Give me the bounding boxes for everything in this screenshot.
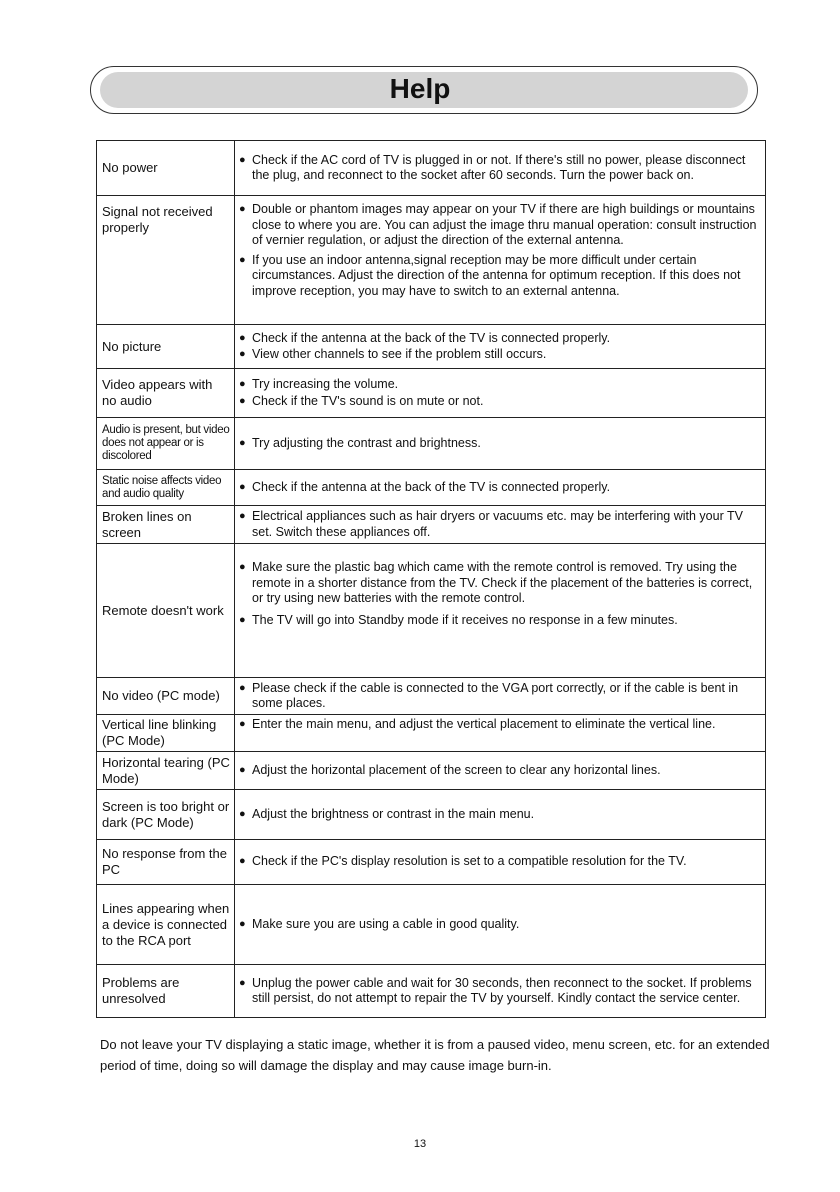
bullet-icon: ● (239, 976, 246, 989)
problem-cell: Problems are unresolved (97, 965, 235, 1018)
problem-cell: Video appears with no audio (97, 369, 235, 418)
bullet-icon: ● (239, 253, 246, 266)
problem-cell: Vertical line blinking (PC Mode) (97, 715, 235, 752)
solution-cell (235, 544, 766, 678)
bullet-icon: ● (239, 855, 246, 868)
solution-item: ● Try adjusting the contrast and brightness. (239, 435, 481, 450)
bullet-icon: ● (239, 917, 246, 930)
solution-item: ● Enter the main menu, and adjust the vertical placement to eliminate the vertical line. (239, 717, 716, 731)
solution-item: ● Check if the TV's sound is on mute or not. (239, 394, 484, 408)
solution-cell (235, 325, 766, 369)
bullet-icon: ● (239, 395, 246, 407)
solution-item: ● Try increasing the volume. (239, 376, 399, 391)
problem-cell: Screen is too bright or dark (PC Mode) (97, 790, 235, 840)
bullet-icon: ● (239, 510, 246, 522)
solution-item: ● Check if the antenna at the back of the TV is connected properly. (239, 331, 611, 345)
problem-cell: No response from the PC (97, 840, 235, 885)
table-row (97, 141, 766, 196)
solution-cell (235, 752, 766, 790)
table-row (97, 325, 766, 369)
solution-item: ● Make sure the plastic bag which came with the remote control is removed. Try using the remote in a shorter distance from the TV. Check if the placement of the batteries is correct, or try using new batteries with the remote control. (239, 560, 753, 605)
solution-item: ● Adjust the horizontal placement of the screen to clear any horizontal lines. (239, 762, 661, 777)
table-row (97, 470, 766, 506)
bullet-icon: ● (239, 561, 246, 573)
bullet-icon: ● (239, 377, 246, 390)
bullet-icon: ● (239, 763, 246, 776)
burn-in-warning: Do not leave your TV displaying a static image, whether it is from a paused video, menu screen, etc. for an extended period of time, doing so will damage the display and may cause image burn-in. (100, 1037, 770, 1073)
solution-item: ● Unplug the power cable and wait for 30 seconds, then reconnect to the socket. If problems still persist, do not attempt to repair the TV by yourself. Kindly contact the service center. (239, 975, 752, 1005)
solution-cell (235, 470, 766, 506)
solution-cell (235, 885, 766, 965)
solution-cell (235, 369, 766, 418)
problem-cell: Lines appearing when a device is connected to the RCA port (97, 885, 235, 965)
table-row (97, 196, 766, 325)
page-number: 13 (413, 1138, 427, 1150)
solution-cell (235, 965, 766, 1018)
bullet-icon: ● (239, 613, 246, 626)
solution-cell (235, 840, 766, 885)
bullet-icon: ● (239, 153, 246, 166)
bullet-icon: ● (239, 347, 246, 360)
problem-cell: Remote doesn't work (97, 544, 235, 678)
table-row (97, 790, 766, 840)
bullet-icon: ● (239, 332, 246, 344)
table-row (97, 715, 766, 752)
solution-item: ● Make sure you are using a cable in good quality. (239, 916, 520, 931)
solution-cell (235, 715, 766, 752)
bullet-icon: ● (239, 807, 246, 820)
problem-cell: No power (97, 141, 235, 196)
solution-cell (235, 196, 766, 325)
table-row (97, 544, 766, 678)
solution-item: ● If you use an indoor antenna,signal reception may be more difficult under certain circumstances. Adjust the direction of the antenna for optimum reception. If this does not improve reception, you may have to switch to an external antenna. (239, 252, 741, 298)
bullet-icon: ● (239, 203, 246, 215)
solution-item: ● View other channels to see if the problem still occurs. (239, 346, 547, 361)
table-row (97, 418, 766, 470)
problem-cell: No picture (97, 325, 235, 369)
table-row (97, 840, 766, 885)
table-row (97, 678, 766, 715)
problem-cell: Signal not received properly (97, 196, 235, 325)
page-title: Help (389, 73, 451, 104)
solution-item: ● Double or phantom images may appear on your TV if there are high buildings or mountains close to where you are. You can adjust the image thru manual operation: consult instruction of vernier regulation, or adjust the direction of the external antenna. (239, 202, 757, 247)
problem-cell: Static noise affects video and audio quality (97, 470, 235, 506)
solution-item: ● Electrical appliances such as hair dryers or vacuums etc. may be interfering with your TV set. Switch these appliances off. (239, 509, 743, 539)
problem-cell: No video (PC mode) (97, 678, 235, 715)
solution-item: ● The TV will go into Standby mode if it receives no response in a few minutes. (239, 612, 678, 627)
table-row (97, 369, 766, 418)
solution-item: ● Check if the AC cord of TV is plugged in or not. If there's still no power, please disconnect the plug, and reconnect to the socket after 60 seconds. Turn the power back on. (239, 152, 746, 182)
bullet-icon: ● (239, 681, 246, 694)
solution-item: ● Check if the PC's display resolution is set to a compatible resolution for the TV. (239, 854, 687, 869)
troubleshooting-table (96, 140, 766, 1018)
table-row (97, 965, 766, 1018)
solution-item: ● Please check if the cable is connected to the VGA port correctly, or if the cable is bent in some places. (239, 680, 739, 710)
solution-cell (235, 141, 766, 196)
solution-item: ● Adjust the brightness or contrast in the main menu. (239, 806, 535, 821)
bullet-icon: ● (239, 718, 246, 730)
problem-cell: Audio is present, but video does not appear or is discolored (97, 418, 235, 470)
problem-cell: Horizontal tearing (PC Mode) (97, 752, 235, 790)
bullet-icon: ● (239, 480, 246, 493)
solution-cell (235, 418, 766, 470)
solution-cell (235, 506, 766, 544)
solution-cell (235, 790, 766, 840)
solution-cell (235, 678, 766, 715)
table-row (97, 506, 766, 544)
table-row (97, 885, 766, 965)
problem-cell: Broken lines on screen (97, 506, 235, 544)
table-row (97, 752, 766, 790)
bullet-icon: ● (239, 436, 246, 449)
solution-item: ● Check if the antenna at the back of the TV is connected properly. (239, 479, 611, 494)
